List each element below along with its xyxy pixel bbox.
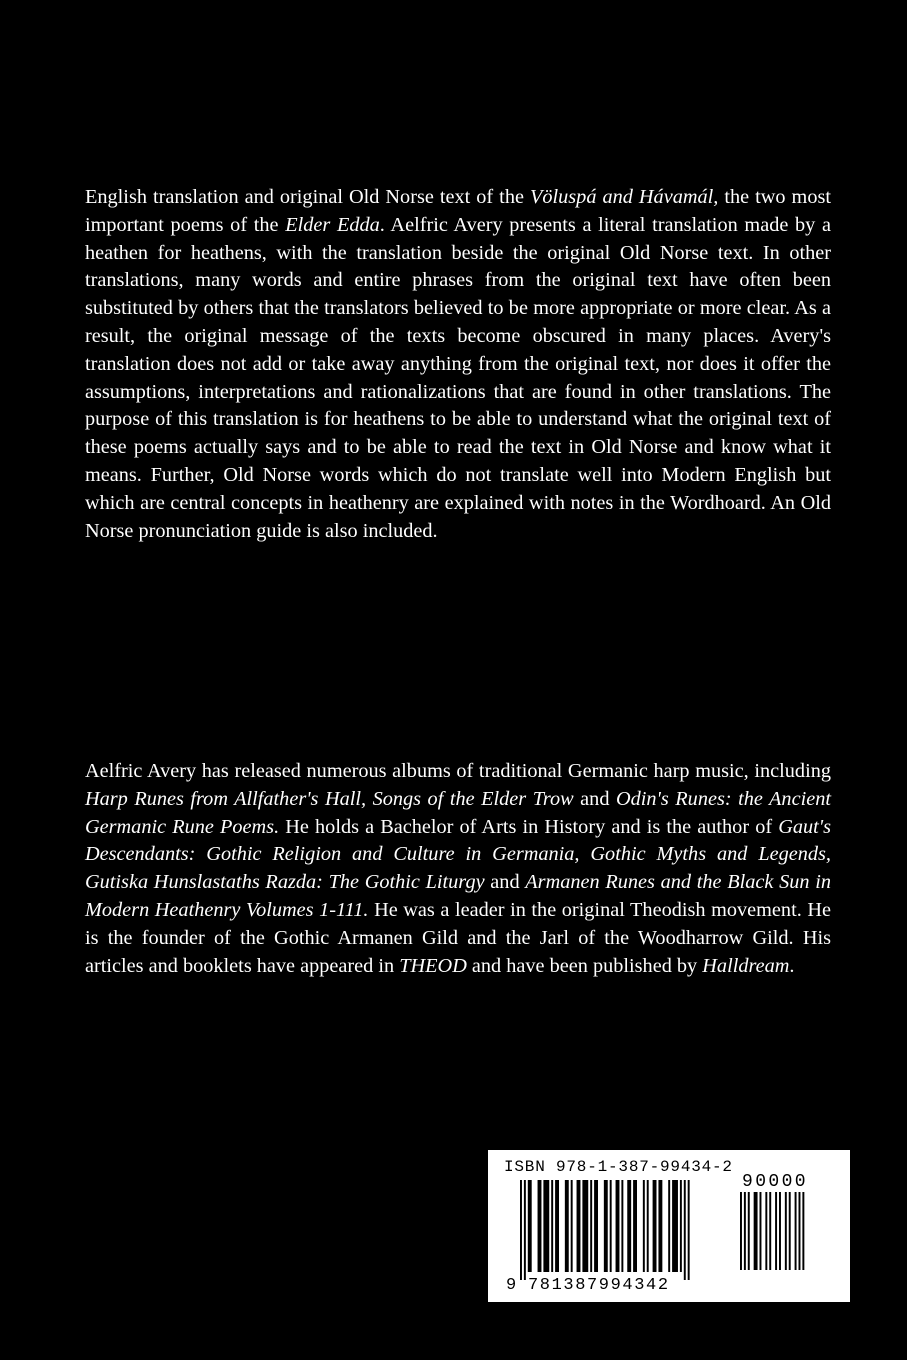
barcode-bar bbox=[765, 1192, 767, 1270]
book-description: English translation and original Old Norse text of the Völuspá and Hávamál, the two most important poems of the Elder Edda. Aelfric Avery presents a literal translation made by a heathen for heathens, with the translation beside the original Old Norse text. In other translations, many words and entire phrases from the original text have often been substituted by others that the translators believed to be more appropriate or more clear. As a result, the original message of the texts become obscured in many places. Avery's translation does not add or take away anything from the original text, nor does it offer the assumptions, interpretations and rationalizations that are found in other translations. The purpose of this translation is for heathens to be able to understand what the original text of these poems actually says and to be able to read the text in Old Norse and know what it means. Further, Old Norse words which do not translate well into Modern English but which are central concepts in heathenry are explained with notes in the Wordhoard. An Old Norse pronunciation guide is also included. bbox=[85, 186, 831, 542]
publisher-halldream: Halldream bbox=[702, 954, 790, 977]
barcode-bar bbox=[543, 1180, 549, 1272]
barcode-bar bbox=[668, 1180, 670, 1272]
barcode-bar bbox=[604, 1180, 608, 1272]
barcode-bar bbox=[795, 1192, 797, 1270]
barcode-bar bbox=[594, 1180, 598, 1272]
barcode-bar bbox=[538, 1180, 542, 1272]
barcode-bar bbox=[610, 1180, 612, 1272]
barcode-bar bbox=[577, 1180, 581, 1272]
barcode-bar bbox=[616, 1180, 620, 1272]
ean-digits: 781387994342 bbox=[528, 1276, 670, 1295]
barcode-bar bbox=[672, 1180, 678, 1272]
isbn-label: ISBN 978-1-387-99434-2 bbox=[504, 1158, 733, 1176]
barcode-bar bbox=[520, 1180, 522, 1280]
barcode-bar bbox=[748, 1192, 750, 1270]
barcode-bar bbox=[658, 1180, 662, 1272]
ean13-bars bbox=[520, 1180, 728, 1284]
barcode-bar bbox=[688, 1180, 690, 1280]
barcode-bar bbox=[680, 1180, 682, 1272]
barcode-bar bbox=[754, 1192, 758, 1270]
barcode-bar bbox=[647, 1180, 649, 1272]
author-bio: Aelfric Avery has released numerous albums of traditional Germanic harp music, including Harp Runes from Allfather's Hall, Songs of the Elder Trow and Odin's Runes: the Ancient Germanic Rune Poems. He holds a Bachelor of Arts in History and is the author of Gaut's Descendants: Gothic Religion and Culture in Germania, Gothic Myths and Legends, Gutiska Hunslastaths Razda: The Gothic Liturgy and Armanen Runes and the Black Sun in Modern Heathenry Volumes 1-111. He was a leader in the original Theodish movement. He is the founder of the Gothic Armanen Gild and the Jarl of the Woodharrow Gild. His articles and booklets have appeared in THEOD and have been published by Halldream. bbox=[85, 760, 831, 977]
barcode-bar bbox=[555, 1180, 559, 1272]
edda-title: Elder Edda bbox=[285, 213, 380, 236]
barcode-bar bbox=[551, 1180, 553, 1272]
barcode-bar bbox=[582, 1180, 588, 1272]
price-code: 90000 bbox=[742, 1172, 809, 1192]
barcode-bar bbox=[744, 1192, 746, 1270]
barcode-bar bbox=[802, 1192, 804, 1270]
album-titles: Harp Runes from Allfather's Hall, Songs of the Elder Trow bbox=[85, 787, 574, 810]
barcode-bar bbox=[684, 1180, 686, 1280]
barcode-bar bbox=[590, 1180, 592, 1272]
barcode-bar bbox=[528, 1180, 532, 1272]
ean-first-digit: 9 bbox=[506, 1276, 517, 1295]
barcode-bar bbox=[571, 1180, 573, 1272]
publication-theod: THEOD bbox=[399, 954, 467, 977]
barcode-bar bbox=[779, 1192, 781, 1270]
barcode-bar bbox=[627, 1180, 631, 1272]
barcode-bar bbox=[799, 1192, 801, 1270]
barcode-bar bbox=[775, 1192, 777, 1270]
barcode-bar bbox=[760, 1192, 762, 1270]
barcode-bar bbox=[769, 1192, 771, 1270]
barcode-bar bbox=[740, 1192, 742, 1270]
barcode-bar bbox=[643, 1180, 645, 1272]
book-titles: Gaut's Descendants: Gothic Religion and Culture in Germania, Gothic Myths and Legends, Gutiska Hunslastaths Razda: The Gothic Liturgy bbox=[85, 815, 831, 894]
book-title-armanen: Armanen Runes and the Black Sun in Modern Heathenry Volumes 1-111. bbox=[85, 871, 831, 921]
isbn-barcode bbox=[488, 1150, 850, 1302]
price-addon-bars bbox=[740, 1192, 832, 1272]
poem-titles: Völuspá and Hávamál, bbox=[529, 186, 719, 208]
album-title-runes: Odin's Runes: the Ancient Germanic Rune Poems. bbox=[85, 787, 831, 838]
barcode-bar bbox=[785, 1192, 787, 1270]
barcode-bar bbox=[621, 1180, 623, 1272]
barcode-bar bbox=[565, 1180, 569, 1272]
barcode-bar bbox=[789, 1192, 791, 1270]
barcode-bar bbox=[633, 1180, 637, 1272]
barcode-bar bbox=[653, 1180, 657, 1272]
barcode-bar bbox=[524, 1180, 526, 1280]
